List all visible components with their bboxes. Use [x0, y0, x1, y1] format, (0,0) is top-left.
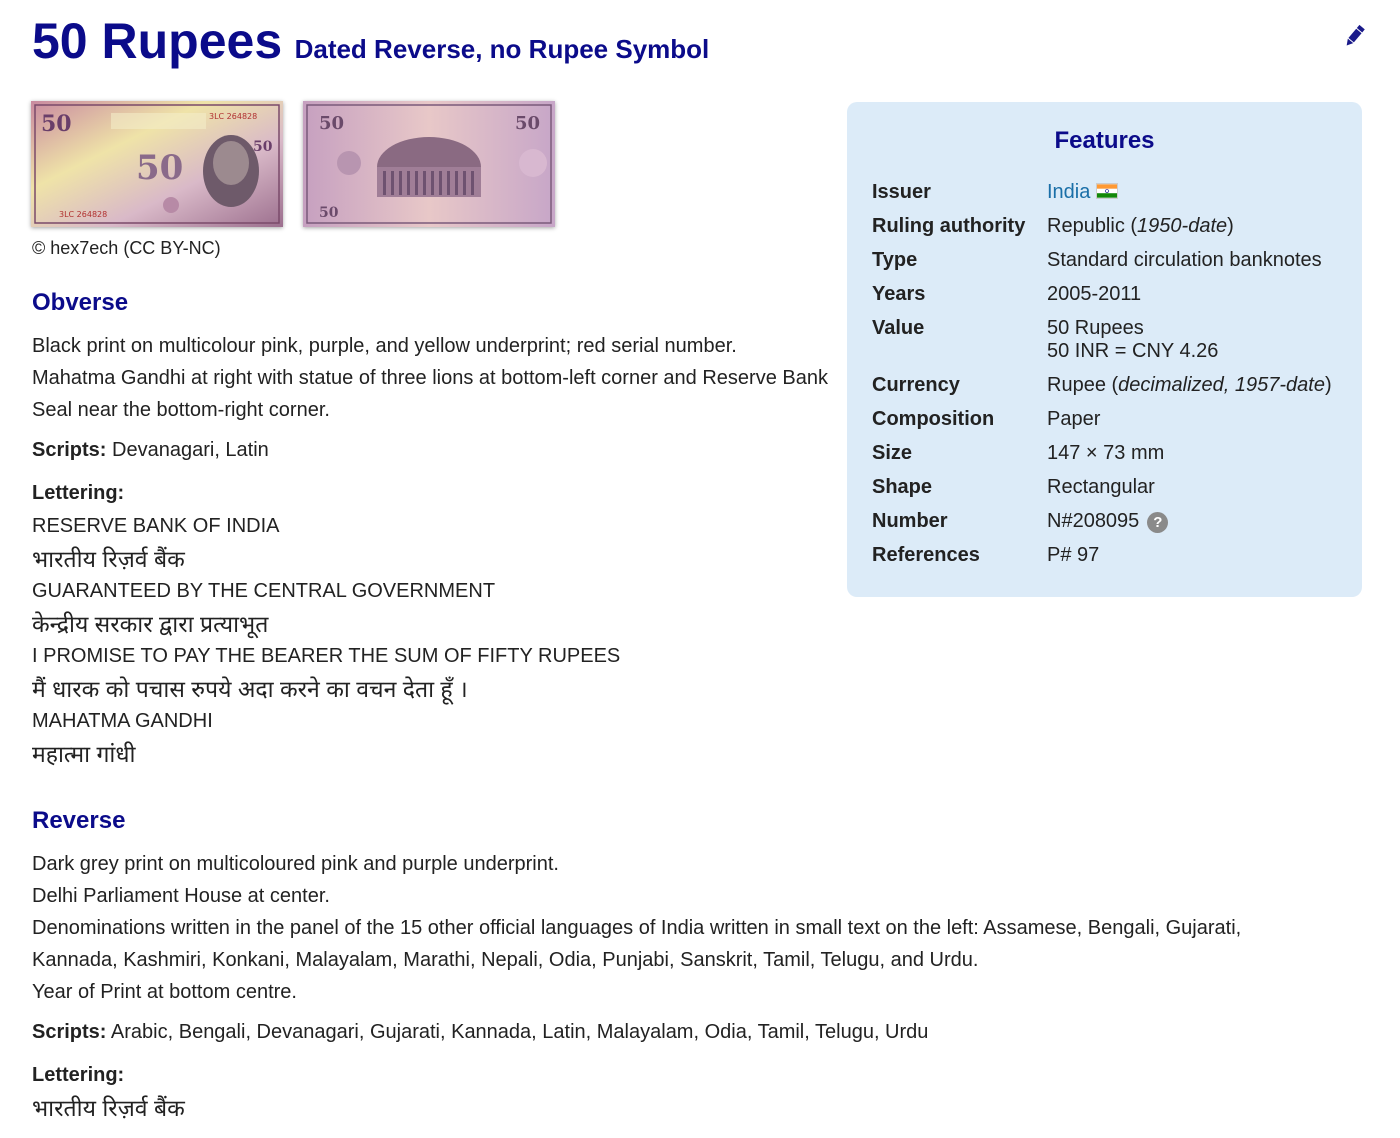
lettering-line: केन्द्रीय सरकार द्वारा प्रत्याभूत — [32, 610, 269, 637]
features-heading: Features — [1054, 127, 1155, 154]
obverse-description-line: Black print on multicolour pink, purple, and yellow underprint; red serial number. — [32, 335, 737, 357]
obverse-heading: Obverse — [32, 289, 129, 316]
page-subtitle: Dated Reverse, no Rupee Symbol — [294, 34, 710, 64]
feature-value: Paper — [1047, 408, 1101, 430]
feature-value: Rectangular — [1047, 476, 1155, 498]
feature-label: Type — [872, 249, 918, 271]
feature-label: Number — [872, 510, 948, 532]
reverse-note-value-right: 50 — [515, 113, 541, 134]
obverse-banknote-image[interactable] — [31, 101, 283, 227]
lettering-line: महात्मा गांधी — [32, 740, 136, 767]
reverse-description-line: Denominations written in the panel of the 15 other official languages of India written in small text on the left: Assamese, Bengali, Gujarati, Kannada, Kashmiri, Konkani, Malayalam, Marathi, Nepali, Odia, Punjabi, Sanskrit, Tamil, Telugu, and Urdu. — [32, 917, 1242, 971]
reverse-note-value-left: 50 — [319, 113, 345, 134]
feature-value — [1047, 317, 1218, 363]
image-credit: © hex7ech (CC BY-NC) — [32, 238, 221, 258]
lettering-line: भारतीय रिज़र्व बैंक — [32, 545, 185, 572]
ruling-authority-value: Republic — [1047, 215, 1125, 237]
reverse-heading: Reverse — [32, 807, 126, 834]
type-link[interactable]: Standard circulation banknotes — [1047, 249, 1322, 271]
lettering-line: भारतीय रिज़र्व बैंक — [32, 1095, 185, 1121]
reverse-description-line: Dark grey print on multicoloured pink and purple underprint. — [32, 853, 559, 875]
reverse-scripts — [32, 1021, 928, 1044]
lettering-line: I PROMISE TO PAY THE BEARER THE SUM OF FIFTY RUPEES — [32, 645, 621, 667]
number-value: N#208095 — [1047, 510, 1140, 532]
reverse-banknote-image[interactable] — [303, 101, 555, 227]
reverse-scripts-label: Scripts: — [32, 1021, 107, 1043]
reverse-description-line: Year of Print at bottom centre. — [32, 981, 297, 1003]
value-conversion: 50 INR = CNY 4.26 — [1047, 340, 1219, 362]
reverse-note-value-bottom: 50 — [319, 205, 339, 221]
lettering-line: GUARANTEED BY THE CENTRAL GOVERNMENT — [32, 580, 496, 602]
obverse-lettering — [32, 510, 620, 770]
currency-detail: decimalized, 1957-date — [1118, 374, 1325, 396]
reverse-lettering-label: Lettering: — [32, 1064, 125, 1086]
page-title — [32, 12, 709, 70]
obverse-note-serial-bottom: 3LC 264828 — [59, 210, 108, 219]
obverse-description — [32, 330, 832, 426]
reverse-scripts-value: Arabic, Bengali, Devanagari, Gujarati, Kannada, Latin, Malayalam, Odia, Tamil, Telugu, Urdu — [110, 1021, 929, 1043]
reverse-description — [32, 848, 1332, 1008]
lettering-line: MAHATMA GANDHI — [32, 710, 213, 732]
feature-value: 147 × 73 mm — [1047, 442, 1165, 464]
reverse-description-line: Delhi Parliament House at center. — [32, 885, 330, 907]
feature-value — [1047, 181, 1118, 204]
edit-pencil-icon[interactable] — [1342, 22, 1366, 50]
currency-value: Rupee — [1047, 374, 1106, 396]
references-value[interactable]: P# 97 — [1047, 544, 1100, 566]
question-help-icon[interactable]: ? — [1147, 512, 1168, 533]
page-title-main: 50 Rupees — [32, 13, 283, 69]
reverse-lettering — [32, 1092, 185, 1125]
feature-label: Value — [872, 317, 925, 339]
feature-value: Rupee (decimalized, 1957-date) — [1047, 374, 1332, 396]
feature-label: Years — [872, 283, 926, 305]
obverse-scripts — [32, 439, 269, 462]
obverse-note-center-value: 50 — [136, 148, 184, 188]
obverse-lettering-label: Lettering: — [32, 482, 125, 504]
feature-label: Size — [872, 442, 913, 464]
issuer-link[interactable]: India — [1047, 181, 1091, 203]
obverse-note-corner-value: 50 — [253, 139, 273, 155]
obverse-description-line: Mahatma Gandhi at right with statue of three lions at bottom-left corner and Reserve Bank Seal near the bottom-right corner. — [32, 367, 828, 421]
ruling-authority-link[interactable]: Republic (1950-date) — [1047, 215, 1234, 237]
feature-label: Shape — [872, 476, 933, 498]
feature-label: Issuer — [872, 181, 931, 203]
feature-value: 2005-2011 — [1047, 283, 1142, 305]
ruling-authority-period: 1950-date — [1137, 215, 1228, 237]
lettering-line: RESERVE BANK OF INDIA — [32, 515, 280, 537]
india-flag-icon — [1096, 183, 1118, 199]
obverse-note-value: 50 — [41, 111, 72, 137]
feature-label: References — [872, 544, 980, 566]
feature-value — [1047, 510, 1168, 533]
feature-label: Composition — [872, 408, 995, 430]
value-amount: 50 Rupees — [1047, 317, 1144, 339]
obverse-note-serial-top: 3LC 264828 — [209, 112, 258, 121]
feature-label: Ruling authority — [872, 215, 1026, 237]
feature-label: Currency — [872, 374, 960, 396]
lettering-line: मैं धारक को पचास रुपये अदा करने का वचन देता हूँ । — [32, 675, 468, 702]
obverse-scripts-label: Scripts: — [32, 439, 107, 461]
obverse-scripts-value: Devanagari, Latin — [112, 439, 269, 461]
